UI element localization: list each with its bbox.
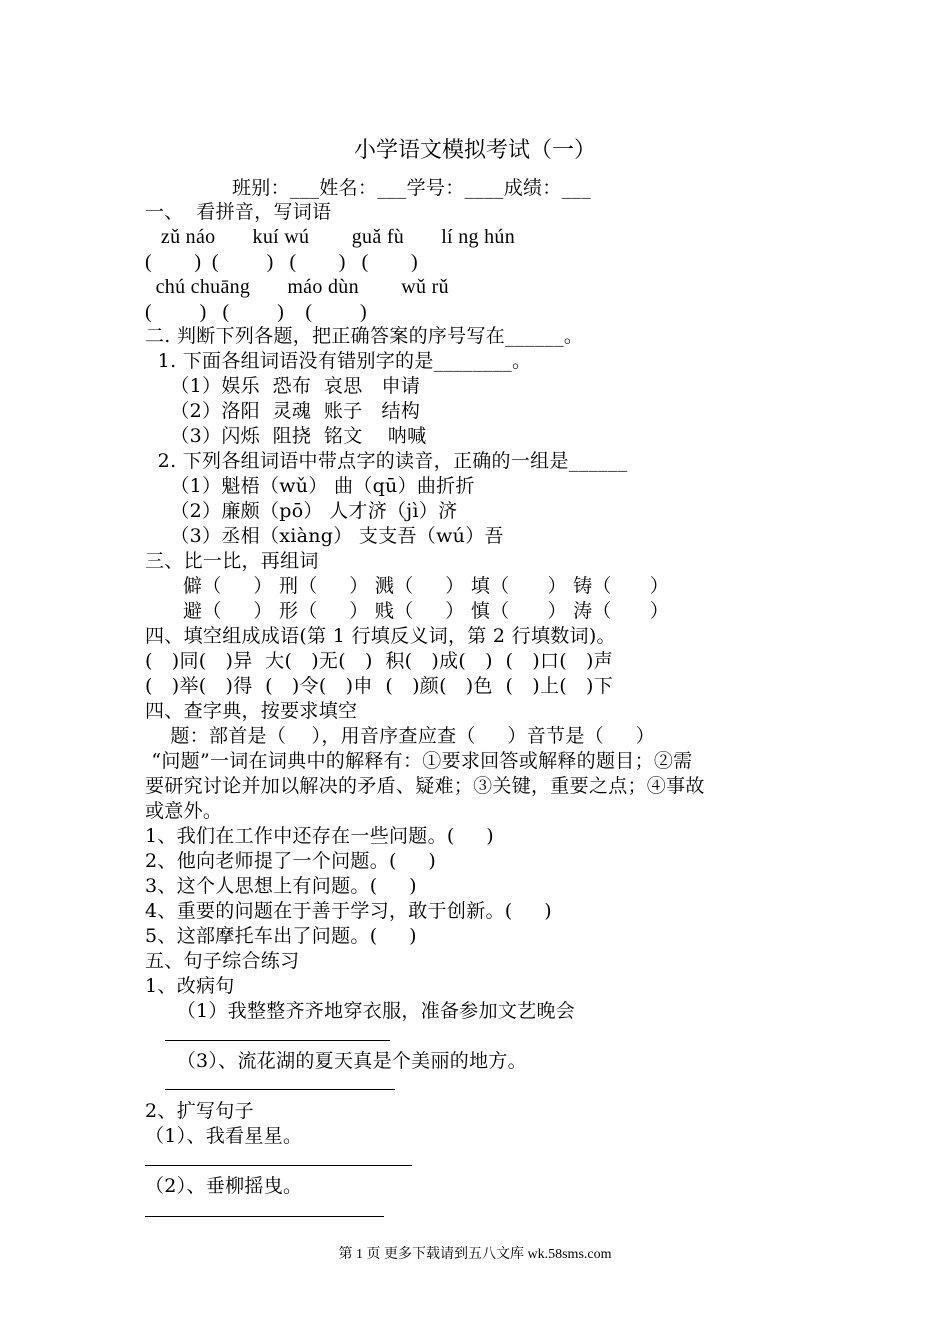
option-line: （1）魁梧（wǔ） 曲（qū）曲折折 — [145, 475, 475, 497]
sentence-item: （2）、垂柳摇曳。 — [145, 1175, 303, 1197]
pinyin-row-2: chú chuāng máo dùn wǔ rǔ — [145, 276, 449, 298]
answer-line[interactable] — [145, 1165, 412, 1166]
idiom-row-1: ( )同( )异 大( )无( ) 积( )成( ) ( )口( )声 — [145, 650, 613, 672]
option-line: （2）洛阳 灵魂 账子 结构 — [145, 400, 421, 422]
option-line: （3）闪烁 阻挠 铭文 呐喊 — [145, 425, 427, 447]
student-info-fields: 班别：___姓名：___学号：____成绩：___ — [232, 177, 592, 199]
answer-blanks-row-1: ( ) ( ) ( ) ( ) — [145, 251, 418, 273]
dictionary-lookup-line: 题：部首是（ ），用音序查应查（ ）音节是（ ） — [145, 725, 655, 747]
sentence-correction-heading: 1、改病句 — [145, 975, 235, 997]
answer-line[interactable] — [145, 1216, 384, 1217]
sentence-item: （1）、我看星星。 — [145, 1125, 303, 1147]
pinyin-row-1: zǔ náo kuí wú guǎ fù lí ng hún — [145, 226, 516, 248]
compare-row-1: 僻（ ） 刑（ ） 溅（ ） 填（ ） 铸（ ） — [145, 575, 670, 597]
usage-item: 3、这个人思想上有问题。( ) — [145, 875, 417, 897]
page-title: 小学语文模拟考试（一） — [353, 138, 596, 163]
option-line: （3）丞相（xiàng） 支支吾（wú）吾 — [145, 525, 504, 547]
answer-line[interactable] — [165, 1040, 390, 1041]
compare-row-2: 避（ ） 形（ ） 贱（ ） 慎（ ） 涛（ ） — [145, 600, 670, 622]
usage-item: 2、他向老师提了一个问题。( ) — [145, 850, 437, 872]
option-line: （2）廉颇（pō） 人才济（jì）济 — [145, 500, 458, 522]
definition-paragraph-line: “问题”一词在词典中的解释有：①要求回答或解释的题目；②需 — [145, 750, 693, 772]
idiom-row-2: ( )举( )得 ( )令( )申 ( )颜( )色 ( )上( )下 — [145, 675, 613, 697]
answer-blanks-row-2: ( ) ( ) ( ) — [145, 301, 367, 323]
section-4-heading: 四、填空组成成语(第 1 行填反义词，第 2 行填数词)。 — [145, 625, 616, 647]
definition-paragraph-line: 要研究讨论并加以解决的矛盾、疑难；③关键，重要之点；④事故 — [145, 775, 705, 797]
option-line: （1）娱乐 恐布 哀思 申请 — [145, 375, 421, 397]
question-2-2: 2. 下列各组词语中带点字的读音，正确的一组是______ — [145, 450, 628, 472]
question-2-1: 1. 下面各组词语没有错别字的是________。 — [145, 350, 532, 372]
usage-item: 4、重要的问题在于善于学习，敢于创新。( ) — [145, 900, 552, 922]
dictionary-section-heading: 四、查字典，按要求填空 — [145, 700, 358, 722]
section-3-heading: 三、比一比，再组词 — [145, 550, 319, 572]
section-5-heading: 五、句子综合练习 — [145, 950, 300, 972]
sentence-expansion-heading: 2、扩写句子 — [145, 1100, 254, 1122]
sentence-item: （3）、流花湖的夏天真是个美丽的地方。 — [145, 1050, 527, 1072]
answer-line[interactable] — [165, 1089, 395, 1090]
usage-item: 1、我们在工作中还存在一些问题。( ) — [145, 825, 495, 847]
page-footer: 第 1 页 更多下载请到五八文库 wk.58sms.com — [338, 1247, 612, 1262]
section-2-heading: 二. 判断下列各题，把正确答案的序号写在______。 — [145, 325, 584, 347]
usage-item: 5、这部摩托车出了问题。( ) — [145, 925, 417, 947]
definition-paragraph-line: 或意外。 — [145, 800, 223, 822]
sentence-item: （1）我整整齐齐地穿衣服，准备参加文艺晚会 — [145, 1000, 576, 1022]
section-1-heading: 一、 看拼音，写词语 — [145, 201, 332, 223]
